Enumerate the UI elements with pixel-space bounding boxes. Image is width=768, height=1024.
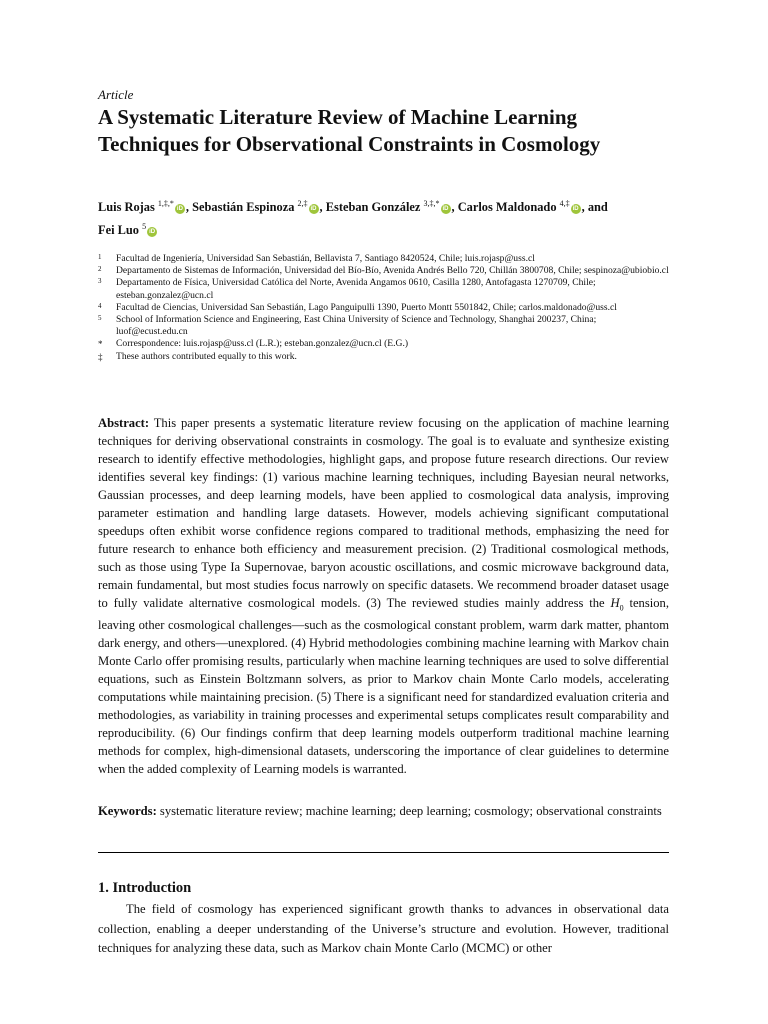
- equal-contribution-text: These authors contributed equally to this work.: [116, 350, 297, 362]
- article-type-label: Article: [98, 87, 134, 102]
- affiliation-item: [98, 302, 669, 314]
- correspondence-text: Correspondence: luis.rojasp@uss.cl (L.R.); esteban.gonzalez@ucn.cl (E.G.): [116, 338, 409, 350]
- orcid-icon[interactable]: iD: [149, 229, 156, 236]
- author-name: Sebastián Espinoza: [192, 200, 295, 215]
- affiliation-number: 1: [98, 253, 102, 261]
- author-separator: ,: [451, 200, 455, 215]
- hubble-constant-subscript: 0: [619, 603, 624, 613]
- affiliation-number: 2: [98, 265, 102, 274]
- affiliation-number: 4: [98, 301, 102, 310]
- author-name: Carlos Maldonado: [457, 200, 557, 215]
- affiliation-text: Departamento de Sistemas de Información, Universidad del Bío-Bío, Avenida Andrés Bello 720, Chillán 3800708, Chile; sespinoza@ubiobio.cl: [116, 265, 669, 277]
- abstract-text-part1: This paper presents a systematic literature review focusing on the application of machine learning techniques for deriving observational constraints in cosmology. The goal is to evaluate and synthesize existing research to identify effective methodologies, highlight gaps, and propose future research directions. Our review identifies several key findings: (1) various machine learning techniques, including Bayesian neural networks, Gaussian processes, and deep learning models, have been applied to cosmological data analysis, improving parameter estimation and handling large datasets. However, models achieving significant computational speedups often exhibit worse confidence regions compared to traditional methods, emphasizing the need for future research to enhance both efficiency and measurement precision. (2) Traditional cosmological methods, such as those using Type Ia Supernovae, baryon acoustic oscillations, and cosmic microwave background data, remain fundamental, but most studies focus narrowly on specific datasets. We recommend broader dataset usage to fully validate alternative cosmological models. (3) The reviewed studies mainly address the: [98, 416, 669, 610]
- author-affiliation-marks: 1,‡,*: [157, 199, 174, 208]
- affiliation-item: [98, 277, 669, 301]
- affiliation-text: Facultad de Ingeniería, Universidad San Sebastián, Bellavista 7, Santiago 8420524, Chile; luis.rojasp@uss.cl: [116, 253, 535, 264]
- keywords: [98, 803, 669, 821]
- author-name: Esteban González: [325, 200, 421, 215]
- section-divider: [98, 852, 669, 853]
- affiliation-item: [98, 253, 669, 265]
- orcid-icon[interactable]: iD: [572, 206, 579, 213]
- equal-contribution-note: [98, 351, 669, 363]
- author-list: [98, 194, 669, 240]
- author-name: Fei Luo: [98, 223, 139, 238]
- author-affiliation-marks: 2,‡: [297, 199, 308, 208]
- affiliation-number: 5: [98, 314, 102, 323]
- author-separator: ,: [185, 200, 190, 215]
- author-affiliation-marks: 4,‡: [559, 199, 570, 208]
- orcid-icon[interactable]: iD: [310, 206, 317, 213]
- abstract-text-part2: tension, leaving other cosmological challenges—such as the cosmological constant problem, warm dark matter, phantom dark energy, and others—unexplored. (4) Hybrid methodologies combining machine learning with Markov chain Monte Carlo offer promising results, particularly when machine learning techniques are used to solve differential equations, such as Einstein Boltzmann solvers, as prior to Markov chain Monte Carlo models, accelerating computations while maintaining precision. (5) There is a significant need for standardized evaluation criteria and methodologies, as variability in training processes and experimental setups complicates result comparability and reproducibility. (6) Our findings confirm that deep learning models outperform traditional machine learning methods for complex, high-dimensional datasets, underscoring the importance of clear guidelines to determine when the added complexity of Learning models is warranted.: [98, 595, 669, 776]
- abstract-label: Abstract:: [98, 416, 150, 430]
- hubble-constant-symbol: H: [610, 595, 620, 610]
- affiliation-item: [98, 314, 669, 338]
- affiliation-list: [98, 253, 669, 363]
- author-separator: , and: [581, 200, 608, 215]
- paper-title: A Systematic Literature Review of Machine Learning Techniques for Observational Constraints in Cosmology: [98, 105, 601, 156]
- affiliation-text: Departamento de Física, Universidad Católica del Norte, Avenida Angamos 0610, Casilla 1280, Antofagasta 1270709, Chile; esteban.gonzalez@ucn.cl: [116, 277, 596, 301]
- author-affiliation-marks: 3,‡,*: [423, 199, 440, 208]
- correspondence-note: [98, 338, 669, 350]
- author-affiliation-marks: 5: [142, 222, 147, 232]
- section-heading: 1. Introduction: [98, 880, 192, 896]
- affiliation-number: 3: [98, 277, 102, 286]
- abstract: [98, 415, 669, 779]
- affiliation-item: [98, 265, 669, 277]
- introduction-paragraph: The field of cosmology has experienced significant growth thanks to advances in observational data collection, enabling a deeper understanding of the Universe’s structure and evolution. However, traditional techniques for analyzing these data, such as Markov chain Monte Carlo (MCMC) or other: [98, 902, 669, 955]
- affiliation-text: Facultad de Ciencias, Universidad San Sebastián, Lago Panguipulli 1390, Puerto Montt 5501842, Chile; carlos.maldonado@uss.cl: [116, 301, 617, 313]
- equal-contribution-symbol: ‡: [98, 351, 103, 362]
- orcid-icon[interactable]: iD: [442, 206, 449, 213]
- keywords-label: Keywords:: [98, 804, 157, 818]
- author-name: Luis Rojas: [98, 200, 155, 215]
- orcid-icon[interactable]: iD: [176, 206, 183, 213]
- affiliation-text: School of Information Science and Engineering, East China University of Science and Technology, Shanghai 200237, China; luof@ecust.edu.cn: [116, 314, 597, 338]
- correspondence-symbol: *: [98, 339, 103, 350]
- author-separator: ,: [319, 200, 323, 215]
- keywords-text: systematic literature review; machine learning; deep learning; cosmology; observational constraints: [159, 804, 662, 818]
